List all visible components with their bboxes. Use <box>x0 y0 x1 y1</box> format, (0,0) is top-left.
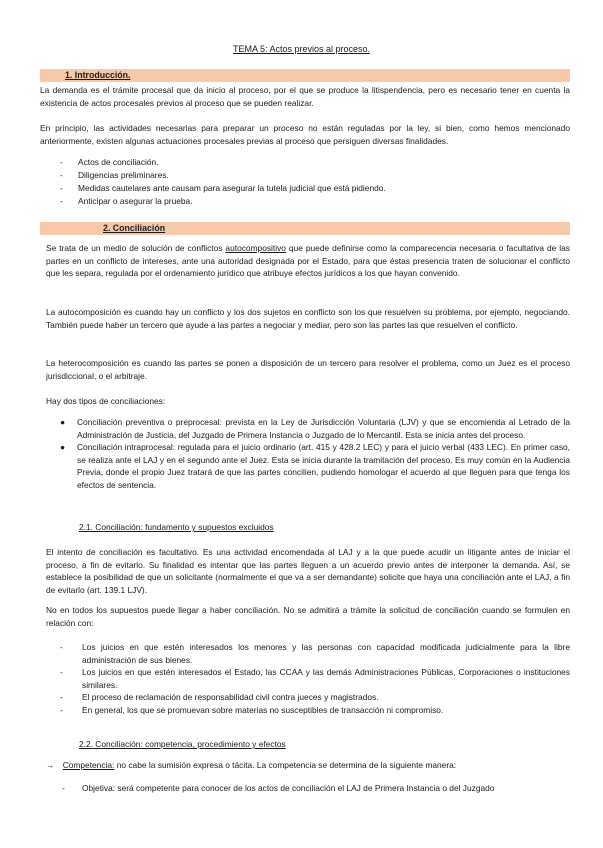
list-item: - En general, los que se promuevan sobre materias no susceptibles de transacción ni compromiso. <box>60 704 444 715</box>
section-heading-label: 1. Introducción. <box>65 70 131 80</box>
dash-marker: - <box>60 170 63 180</box>
subsection-heading-competencia: 2.2. Conciliación: competencia, procedimiento y efectos <box>79 739 286 749</box>
list-item: - Los juicios en que estén interesados los menores y las personas con capacidad modificada judicialmente para la libre administración de sus bienes. <box>60 642 570 665</box>
bullet-list-tipos <box>60 416 570 492</box>
list-item: - Anticipar o asegurar la prueba. <box>60 196 193 206</box>
list-item: - Actos de conciliación. <box>60 157 159 167</box>
dash-marker: - <box>60 183 63 193</box>
subsection-heading-fundamento: 2.1. Conciliación: fundamento y supuestos excluidos <box>79 522 274 532</box>
bullet-marker: ● <box>60 417 66 427</box>
bullet-marker: ● <box>60 442 66 453</box>
paragraph-demanda: La demanda es el trámite procesal que da inicio al proceso, por el que se produce la litispendencia, pero es necesario tener en cuenta la existencia de actos procesales previos al proceso que se pueden realizar. <box>40 85 570 108</box>
list-item: - Los juicios en que estén interesados el Estado, las CCAA y las demás Administraciones Públicas, Corporaciones o instituciones similares. <box>60 667 570 690</box>
list-item: ● Conciliación intraprocesal: regulada para el juicio ordinario (art. 415 y 428.2 LEC) y para el juicio verbal (433 LEC). En primer caso, se realiza ante el LAJ y en el segundo ante el Juez. Esta se inicia durante la tramitación del proceso. Es muy común en la Audiencia Previa, donde el propio Juez tratará de que las partes concilien, pudiendo homologar el acuerdo al que lleguen para que tenga los efectos de sentencia. <box>60 442 570 490</box>
dash-marker: - <box>60 692 63 703</box>
section-heading-label: 2. Conciliación <box>103 223 166 233</box>
dash-marker: - <box>60 667 63 678</box>
arrow-icon: → <box>46 760 55 770</box>
list-item: - Medidas cautelares ante causam para asegurar la tutela judicial que está pidiendo. <box>60 183 386 193</box>
section-heading-introduccion <box>40 69 570 82</box>
document-title: TEMA 5: Actos previos al proceso. <box>232 44 371 54</box>
list-excluidos <box>60 641 570 717</box>
list-item: ● Conciliación preventiva o preprocesal: prevista en la Ley de Jurisdicción Voluntaria (LJV) y que se encomienda al Letrado de la Administración de Justicia, del Juzgado de Primera Instancia o Juzgado de lo Mercantil. Esta se inicia antes del proceso. <box>60 417 570 440</box>
list-item: - El proceso de reclamación de responsabilidad civil contra jueces y magistrados. <box>60 692 379 703</box>
paragraph-autocomposicion: La autocomposición es cuando hay un conflicto y los dos sujetos en conflicto son los que resuelven su problema, por ejemplo, negociando. También puede haber un tercero que ayude a las partes a negociar y mediar, pero son las partes las que resuelven el conflicto. <box>46 307 570 330</box>
list-item: - Diligencias preliminares. <box>60 170 169 180</box>
paragraph-tipos: Hay dos tipos de conciliaciones: <box>46 396 166 406</box>
paragraph-competencia: → Competencia: no cabe la sumisión expresa o tácita. La competencia se determina de la siguiente manera: <box>46 760 457 770</box>
dash-marker: - <box>60 196 63 206</box>
dash-marker: - <box>60 704 63 715</box>
list-item-objetiva: - Objetiva: será competente para conocer de los actos de conciliación el LAJ de Primera Instancia o del Juzgado <box>62 783 495 793</box>
dash-marker: - <box>60 157 63 167</box>
list-actos-previos <box>40 156 570 208</box>
paragraph-en-principio: En principio, las actividades necesarias para preparar un proceso no están reguladas por la ley, si bien, como hemos mencionado anteriormente, existen algunas actuaciones procesales previas al proceso que persiguen diversas finalidades. <box>40 123 570 146</box>
section-heading-conciliacion <box>40 222 570 235</box>
dash-marker: - <box>60 642 63 652</box>
dash-marker: - <box>62 783 65 793</box>
paragraph-supuestos: No en todos los supuestos puede llegar a haber conciliación. No se admitirá a trámite la solicitud de conciliación cuando se formulen en relación con: <box>46 605 570 628</box>
paragraph-intento: El intento de conciliación es facultativo. Es una actividad encomendada al LAJ y a la que puede acudir un litigante antes de iniciar el proceso, a fin de evitarlo. Su finalidad es intentar que las partes lleguen a un acuerdo previo antes de interponer la demanda. Así, se establece la posibilidad de que un solicitante (normalmente el que va a ser demandante) solicite que haya una conciliación ante el LAJ, a fin de evitarlo (art. 139.1 LJV). <box>46 547 570 595</box>
paragraph-heterocomposicion: La heterocomposición es cuando las partes se ponen a disposición de un tercero para resolver el problema, como un Juez es el proceso jurisdiccional, o el arbitraje. <box>46 358 570 381</box>
paragraph-definicion: Se trata de un medio de solución de conflictos autocompositivo que puede definirse como la comparecencia necesaria o facultativa de las partes en un conflicto de intereses, ante una autoridad designada por el Estado, para que éstas presencia traten de solucionar el conflicto que les separa, regulada por el ordenamiento jurídico que atribuye efectos jurídicos a los que hayan convenido. <box>46 243 570 279</box>
